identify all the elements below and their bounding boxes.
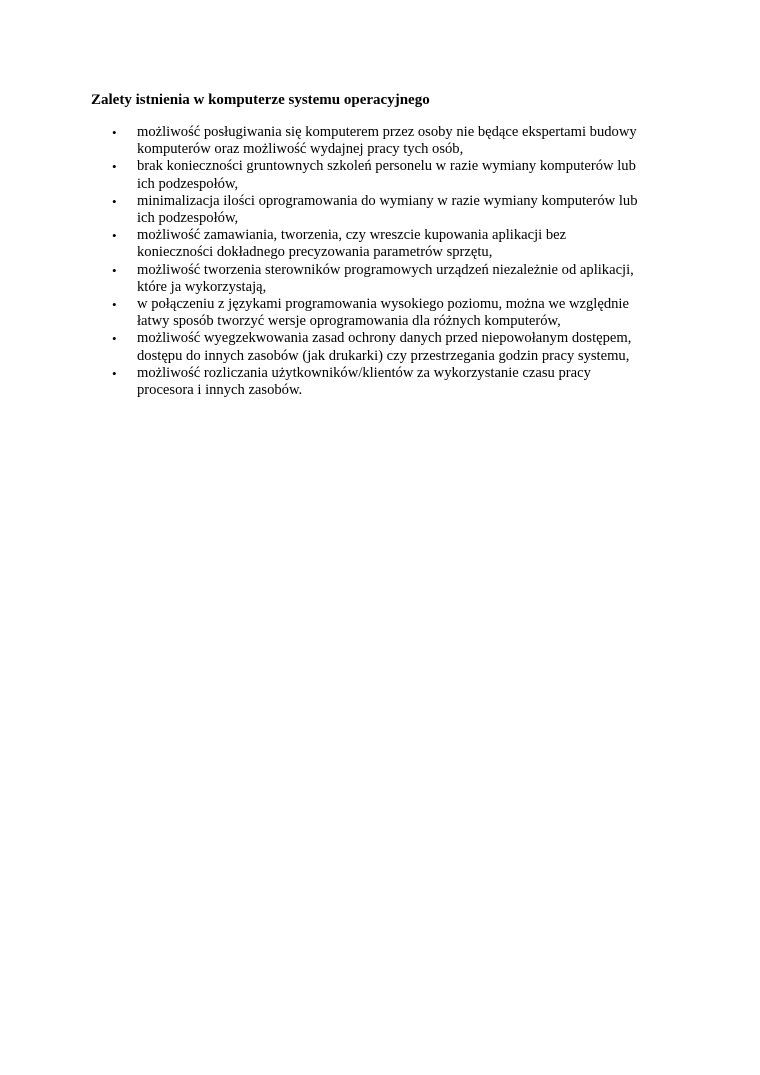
list-item-text-line: możliwość zamawiania, tworzenia, czy wreszcie kupowania aplikacji bez (137, 227, 567, 244)
list-item-text-line: ich podzespołów, (137, 210, 239, 227)
list-item (112, 330, 672, 364)
bullet-icon: • (112, 159, 117, 175)
bullet-icon: • (112, 125, 117, 140)
bullet-icon: • (112, 228, 117, 244)
bullet-icon: • (112, 365, 117, 381)
list-item-text-line: dostępu do innych zasobów (jak drukarki) czy przestrzegania godzin pracy systemu, (137, 347, 630, 364)
list-item-text-line: komputerów oraz możliwość wydajnej pracy tych osób, (137, 141, 464, 158)
list-item-text-line: możliwość wyegzekwowania zasad ochrony danych przed niepowołanym dostępem, (137, 330, 632, 347)
list-item (112, 296, 672, 330)
document-title: Zalety istnienia w komputerze systemu operacyjnego (91, 92, 430, 108)
list-item (112, 227, 672, 261)
bullet-icon: • (112, 262, 117, 278)
list-item (112, 262, 672, 296)
list-item (112, 158, 672, 192)
list-item (112, 193, 672, 227)
list-item-text-line: konieczności dokładnego precyzowania parametrów sprzętu, (137, 244, 493, 261)
bullet-icon: • (112, 297, 117, 313)
list-item-text-line: które ja wykorzystają, (137, 278, 267, 295)
list-item (112, 365, 672, 399)
list-item-text-line: brak konieczności gruntownych szkoleń personelu w razie wymiany komputerów lub (137, 158, 636, 175)
list-item (112, 124, 672, 158)
list-item-text-line: minimalizacja ilości oprogramowania do wymiany w razie wymiany komputerów lub (137, 192, 638, 209)
list-item-text-line: procesora i innych zasobów. (137, 382, 303, 399)
bullet-icon: • (112, 331, 117, 347)
list-item-text-line: ich podzespołów, (137, 175, 239, 192)
list-item-text-line: możliwość rozliczania użytkowników/klientów za wykorzystanie czasu pracy (137, 364, 591, 381)
list-item-text-line: możliwość posługiwania się komputerem przez osoby nie będące ekspertami budowy (137, 124, 637, 140)
bullet-icon: • (112, 193, 117, 209)
list-item-text-line: możliwość tworzenia sterowników programowych urządzeń niezależnie od aplikacji, (137, 261, 634, 278)
list-item-text-line: łatwy sposób tworzyć wersje oprogramowania dla różnych komputerów, (137, 313, 561, 330)
list-item-text-line: w połączeniu z językami programowania wysokiego poziomu, można we względnie (137, 296, 629, 313)
bullet-list (112, 124, 672, 399)
